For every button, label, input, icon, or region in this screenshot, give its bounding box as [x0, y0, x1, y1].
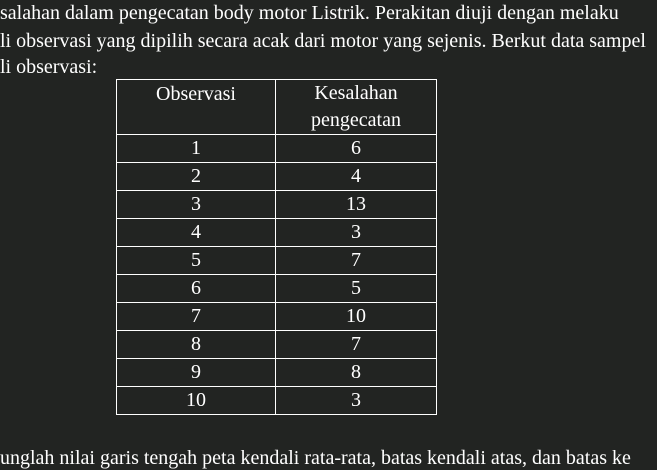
kesalahan-cell: 13 [276, 191, 437, 219]
table-row [117, 387, 437, 415]
observasi-cell: 1 [117, 135, 276, 163]
kesalahan-cell: 3 [276, 387, 437, 415]
observasi-cell: 10 [117, 387, 276, 415]
table-row [117, 247, 437, 275]
table-row [117, 275, 437, 303]
paragraph-line-1: salahan dalam pengecatan body motor Listrik. Perakitan diuji dengan melaku [0, 2, 619, 24]
paragraph-line-3: li observasi: [0, 56, 98, 78]
header-kesalahan-line2: pengecatan [311, 109, 401, 131]
observation-table [116, 79, 437, 415]
table-row [117, 135, 437, 163]
table-row [117, 163, 437, 191]
header-kesalahan-line1: Kesalahan [314, 82, 398, 104]
kesalahan-cell: 5 [276, 275, 437, 303]
table-header-row [117, 80, 437, 135]
table-row [117, 303, 437, 331]
table-row [117, 219, 437, 247]
observasi-cell: 3 [117, 191, 276, 219]
header-observasi: Observasi [117, 80, 276, 135]
observasi-cell: 5 [117, 247, 276, 275]
table-row [117, 331, 437, 359]
kesalahan-cell: 3 [276, 219, 437, 247]
paragraph-line-2: li observasi yang dipilih secara acak dari motor yang sejenis. Berkut data sampel [0, 30, 646, 52]
table-row [117, 359, 437, 387]
table-row [117, 191, 437, 219]
kesalahan-cell: 6 [276, 135, 437, 163]
kesalahan-cell: 8 [276, 359, 437, 387]
observasi-cell: 4 [117, 219, 276, 247]
paragraph-line-4: unglah nilai garis tengah peta kendali rata-rata, batas kendali atas, dan batas ke [0, 447, 631, 469]
kesalahan-cell: 4 [276, 163, 437, 191]
observasi-cell: 8 [117, 331, 276, 359]
observasi-cell: 9 [117, 359, 276, 387]
header-kesalahan-pengecatan [276, 80, 437, 135]
kesalahan-cell: 10 [276, 303, 437, 331]
observasi-cell: 2 [117, 163, 276, 191]
observasi-cell: 7 [117, 303, 276, 331]
observasi-cell: 6 [117, 275, 276, 303]
kesalahan-cell: 7 [276, 331, 437, 359]
kesalahan-cell: 7 [276, 247, 437, 275]
